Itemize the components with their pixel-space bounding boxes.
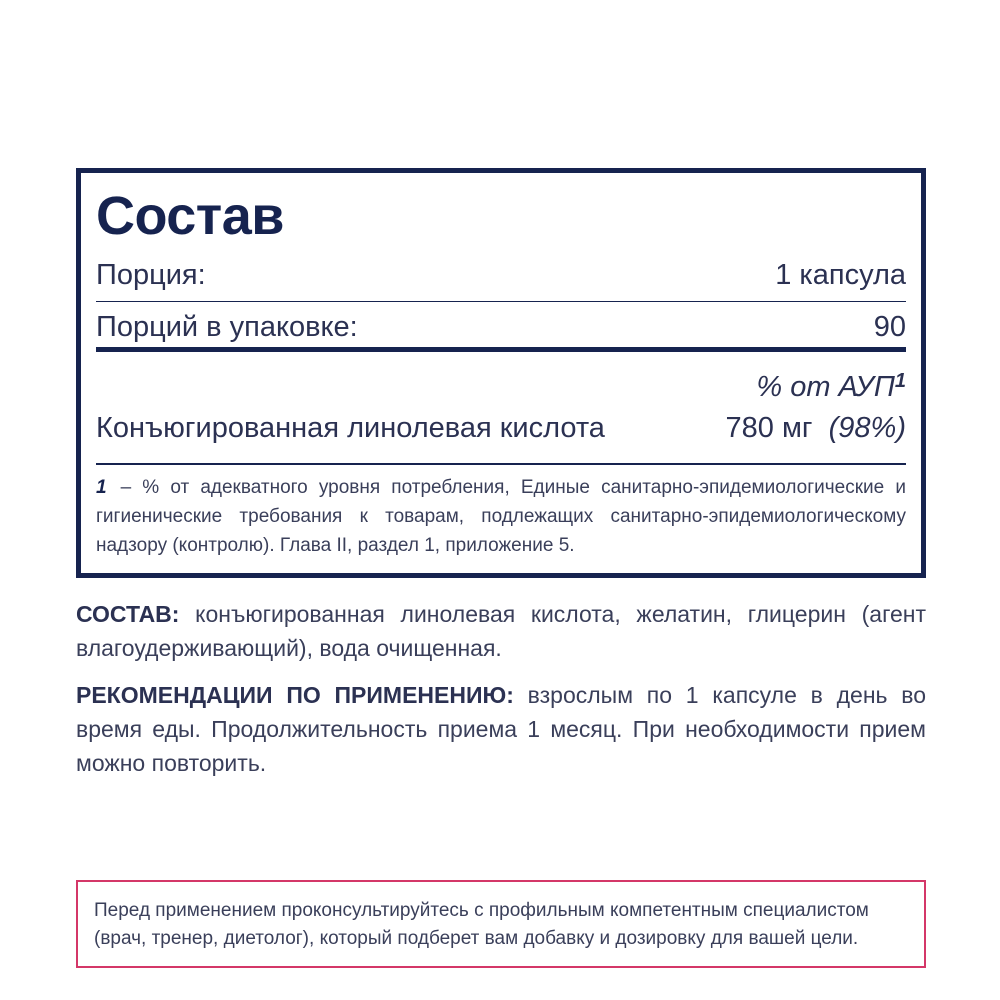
servings-per-container-label: Порций в упаковке: [96,311,358,343]
ingredient-row [96,414,906,443]
daily-value-header-text: % от АУП [756,371,895,403]
ingredient-daily-value: (98%) [828,412,906,444]
footnote-text: – % от адекватного уровня потребления, Единые санитарно-эпидемиологические и гигиенические требования к товарам, подлежащих санитарно-эпидемиологическому надзору (контролю). Глава II, раздел 1, приложение 5. [96,477,906,556]
footnote [96,473,906,560]
daily-value-footnote-mark: 1 [894,370,906,392]
ingredient-amount-group [726,414,906,443]
composition-label: СОСТАВ: [76,601,180,627]
serving-size-value: 1 капсула [775,259,906,291]
serving-size-row [96,261,906,290]
ingredient-amount: 780 мг [725,412,813,444]
recommendations-text: взрослым по 1 капсуле в день во время еды. Продолжительность приема 1 месяц. При необходимости прием можно повторить. [76,682,927,776]
servings-per-container-row [96,313,906,342]
recommendations-paragraph [76,678,926,780]
facts-title: Состав [96,186,284,246]
footnote-mark: 1 [96,477,107,498]
warning-text: Перед применением проконсультируйтесь с профильным компетентным специалистом (врач, тренер, диетолог), который подберет вам добавку и дозировку для вашей цели. [94,900,869,949]
ingredient-name: Конъюгированная линолевая кислота [96,412,605,444]
supplement-facts-panel [76,168,926,578]
consultation-warning-box [76,880,926,968]
composition-text: конъюгированная линолевая кислота, желатин, глицерин (агент влагоудерживающий), вода очищенная. [76,601,926,661]
divider-thick [96,347,906,352]
divider-thin [96,301,906,302]
divider-footnote [96,463,906,465]
servings-per-container-value: 90 [873,311,906,343]
serving-size-label: Порция: [96,259,206,291]
daily-value-header [756,370,906,403]
recommendations-label: РЕКОМЕНДАЦИИ ПО ПРИМЕНЕНИЮ: [76,682,514,708]
composition-paragraph [76,597,926,665]
